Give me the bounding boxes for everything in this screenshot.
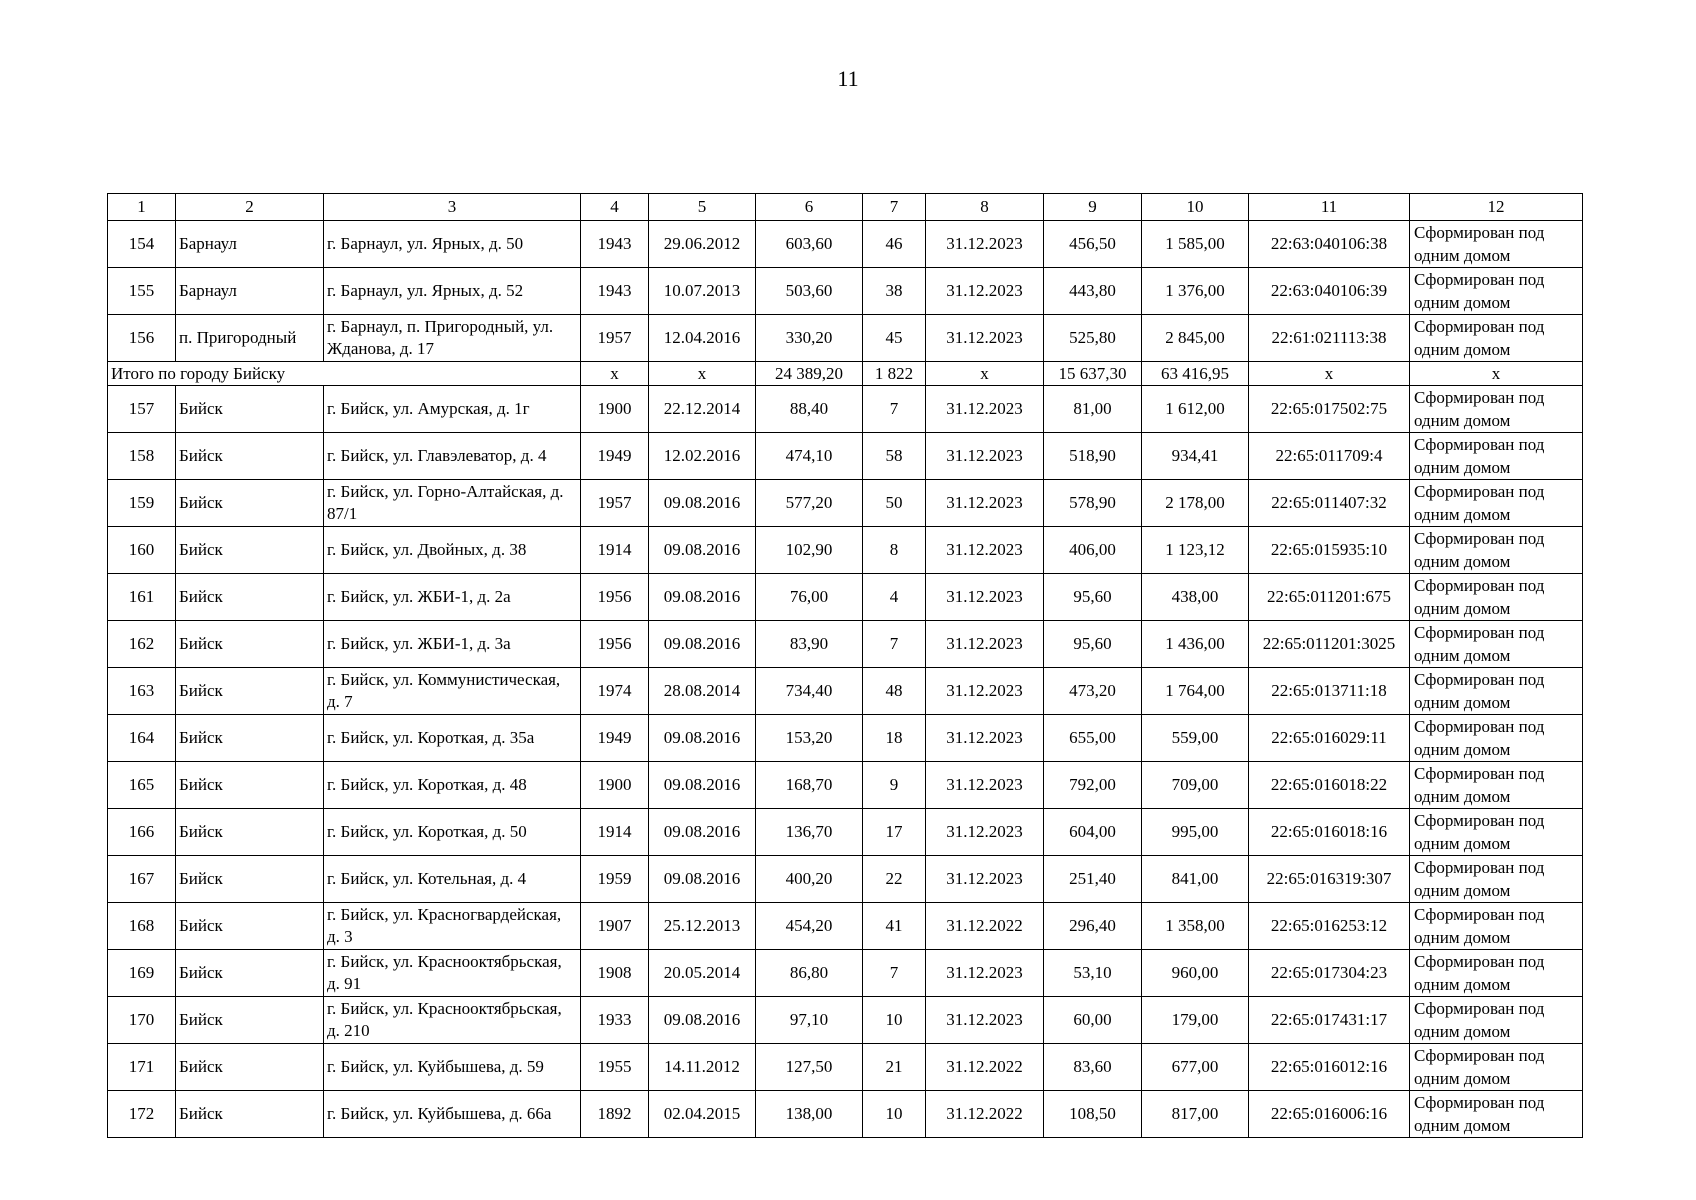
address-cell: г. Бийск, ул. Красногвардейская, д. 3	[324, 903, 581, 950]
page-number: 11	[837, 66, 859, 91]
land-area-cell: 81,00	[1044, 386, 1142, 433]
table-row	[108, 386, 1583, 433]
deadline-cell: 31.12.2023	[926, 527, 1044, 574]
locality-cell: Бийск	[176, 997, 324, 1044]
table-row	[108, 1044, 1583, 1091]
persons-cell: 22	[863, 856, 926, 903]
area-cell: 603,60	[756, 221, 863, 268]
date-cell: 09.08.2016	[649, 715, 756, 762]
status-cell: Сформирован под одним домом	[1410, 527, 1583, 574]
row-number: 161	[108, 574, 176, 621]
land-area-cell: 108,50	[1044, 1091, 1142, 1138]
total-cell: х	[581, 362, 649, 386]
cadastral-number-cell: 22:65:016018:22	[1249, 762, 1410, 809]
column-header: 8	[926, 194, 1044, 221]
deadline-cell: 31.12.2023	[926, 762, 1044, 809]
row-number: 158	[108, 433, 176, 480]
cost-cell: 179,00	[1142, 997, 1249, 1044]
date-cell: 12.02.2016	[649, 433, 756, 480]
cost-cell: 841,00	[1142, 856, 1249, 903]
date-cell: 09.08.2016	[649, 621, 756, 668]
deadline-cell: 31.12.2023	[926, 997, 1044, 1044]
year-cell: 1943	[581, 268, 649, 315]
cost-cell: 934,41	[1142, 433, 1249, 480]
year-cell: 1900	[581, 386, 649, 433]
cost-cell: 1 123,12	[1142, 527, 1249, 574]
land-area-cell: 518,90	[1044, 433, 1142, 480]
area-cell: 168,70	[756, 762, 863, 809]
cadastral-number-cell: 22:65:017431:17	[1249, 997, 1410, 1044]
area-cell: 503,60	[756, 268, 863, 315]
row-number: 156	[108, 315, 176, 362]
row-number: 168	[108, 903, 176, 950]
year-cell: 1956	[581, 621, 649, 668]
area-cell: 734,40	[756, 668, 863, 715]
cost-cell: 817,00	[1142, 1091, 1249, 1138]
year-cell: 1892	[581, 1091, 649, 1138]
table-row	[108, 856, 1583, 903]
locality-cell: Барнаул	[176, 221, 324, 268]
date-cell: 22.12.2014	[649, 386, 756, 433]
land-area-cell: 95,60	[1044, 621, 1142, 668]
cadastral-number-cell: 22:61:021113:38	[1249, 315, 1410, 362]
cost-cell: 559,00	[1142, 715, 1249, 762]
year-cell: 1900	[581, 762, 649, 809]
column-header: 6	[756, 194, 863, 221]
cadastral-number-cell: 22:63:040106:38	[1249, 221, 1410, 268]
area-cell: 454,20	[756, 903, 863, 950]
address-cell: г. Бийск, ул. Куйбышева, д. 59	[324, 1044, 581, 1091]
locality-cell: Бийск	[176, 621, 324, 668]
cadastral-number-cell: 22:65:016018:16	[1249, 809, 1410, 856]
persons-cell: 58	[863, 433, 926, 480]
row-number: 160	[108, 527, 176, 574]
persons-cell: 10	[863, 997, 926, 1044]
area-cell: 88,40	[756, 386, 863, 433]
cadastral-number-cell: 22:65:016319:307	[1249, 856, 1410, 903]
cadastral-number-cell: 22:65:011709:4	[1249, 433, 1410, 480]
table-row	[108, 903, 1583, 950]
row-number: 164	[108, 715, 176, 762]
year-cell: 1908	[581, 950, 649, 997]
date-cell: 12.04.2016	[649, 315, 756, 362]
cost-cell: 995,00	[1142, 809, 1249, 856]
address-cell: г. Бийск, ул. Главэлеватор, д. 4	[324, 433, 581, 480]
status-cell: Сформирован под одним домом	[1410, 903, 1583, 950]
year-cell: 1914	[581, 809, 649, 856]
status-cell: Сформирован под одним домом	[1410, 433, 1583, 480]
deadline-cell: 31.12.2023	[926, 574, 1044, 621]
status-cell: Сформирован под одним домом	[1410, 950, 1583, 997]
locality-cell: Бийск	[176, 527, 324, 574]
land-area-cell: 655,00	[1044, 715, 1142, 762]
locality-cell: Бийск	[176, 386, 324, 433]
table-body	[108, 194, 1583, 1138]
cost-cell: 438,00	[1142, 574, 1249, 621]
cadastral-number-cell: 22:65:016253:12	[1249, 903, 1410, 950]
deadline-cell: 31.12.2023	[926, 433, 1044, 480]
year-cell: 1933	[581, 997, 649, 1044]
land-area-cell: 296,40	[1044, 903, 1142, 950]
area-cell: 102,90	[756, 527, 863, 574]
date-cell: 09.08.2016	[649, 997, 756, 1044]
locality-cell: Бийск	[176, 903, 324, 950]
land-area-cell: 406,00	[1044, 527, 1142, 574]
column-header: 4	[581, 194, 649, 221]
address-cell: г. Бийск, ул. Короткая, д. 48	[324, 762, 581, 809]
row-number: 165	[108, 762, 176, 809]
total-cell: х	[649, 362, 756, 386]
year-cell: 1949	[581, 433, 649, 480]
cadastral-number-cell: 22:65:011201:3025	[1249, 621, 1410, 668]
column-header: 2	[176, 194, 324, 221]
row-number: 171	[108, 1044, 176, 1091]
row-number: 159	[108, 480, 176, 527]
total-cell: 63 416,95	[1142, 362, 1249, 386]
cadastral-number-cell: 22:65:016006:16	[1249, 1091, 1410, 1138]
cost-cell: 1 358,00	[1142, 903, 1249, 950]
date-cell: 09.08.2016	[649, 480, 756, 527]
area-cell: 474,10	[756, 433, 863, 480]
table-row	[108, 268, 1583, 315]
deadline-cell: 31.12.2022	[926, 903, 1044, 950]
persons-cell: 4	[863, 574, 926, 621]
area-cell: 136,70	[756, 809, 863, 856]
land-area-cell: 251,40	[1044, 856, 1142, 903]
row-number: 169	[108, 950, 176, 997]
year-cell: 1957	[581, 480, 649, 527]
persons-cell: 50	[863, 480, 926, 527]
area-cell: 330,20	[756, 315, 863, 362]
land-area-cell: 443,80	[1044, 268, 1142, 315]
table-row	[108, 809, 1583, 856]
locality-cell: п. Пригородный	[176, 315, 324, 362]
address-cell: г. Бийск, ул. Коммунистическая, д. 7	[324, 668, 581, 715]
cadastral-number-cell: 22:63:040106:39	[1249, 268, 1410, 315]
deadline-cell: 31.12.2023	[926, 268, 1044, 315]
row-number: 163	[108, 668, 176, 715]
status-cell: Сформирован под одним домом	[1410, 574, 1583, 621]
table-row	[108, 621, 1583, 668]
cost-cell: 677,00	[1142, 1044, 1249, 1091]
cost-cell: 1 612,00	[1142, 386, 1249, 433]
area-cell: 97,10	[756, 997, 863, 1044]
land-area-cell: 95,60	[1044, 574, 1142, 621]
persons-cell: 10	[863, 1091, 926, 1138]
status-cell: Сформирован под одним домом	[1410, 762, 1583, 809]
cadastral-number-cell: 22:65:011201:675	[1249, 574, 1410, 621]
area-cell: 76,00	[756, 574, 863, 621]
row-number: 154	[108, 221, 176, 268]
address-cell: г. Бийск, ул. Краснооктябрьская, д. 91	[324, 950, 581, 997]
status-cell: Сформирован под одним домом	[1410, 856, 1583, 903]
cost-cell: 2 178,00	[1142, 480, 1249, 527]
year-cell: 1949	[581, 715, 649, 762]
area-cell: 127,50	[756, 1044, 863, 1091]
locality-cell: Бийск	[176, 574, 324, 621]
column-number-header-row	[108, 194, 1583, 221]
address-cell: г. Бийск, ул. Краснооктябрьская, д. 210	[324, 997, 581, 1044]
land-area-cell: 578,90	[1044, 480, 1142, 527]
date-cell: 14.11.2012	[649, 1044, 756, 1091]
year-cell: 1943	[581, 221, 649, 268]
deadline-cell: 31.12.2023	[926, 315, 1044, 362]
row-number: 172	[108, 1091, 176, 1138]
date-cell: 28.08.2014	[649, 668, 756, 715]
status-cell: Сформирован под одним домом	[1410, 715, 1583, 762]
cadastral-number-cell: 22:65:017502:75	[1249, 386, 1410, 433]
address-cell: г. Бийск, ул. Куйбышева, д. 66а	[324, 1091, 581, 1138]
date-cell: 29.06.2012	[649, 221, 756, 268]
row-number: 162	[108, 621, 176, 668]
table-row	[108, 762, 1583, 809]
total-cell: х	[1249, 362, 1410, 386]
year-cell: 1974	[581, 668, 649, 715]
address-cell: г. Бийск, ул. Горно-Алтайская, д. 87/1	[324, 480, 581, 527]
year-cell: 1959	[581, 856, 649, 903]
column-header: 3	[324, 194, 581, 221]
address-cell: г. Бийск, ул. Двойных, д. 38	[324, 527, 581, 574]
address-cell: г. Барнаул, ул. Ярных, д. 52	[324, 268, 581, 315]
cadastral-number-cell: 22:65:016029:11	[1249, 715, 1410, 762]
area-cell: 153,20	[756, 715, 863, 762]
table-row	[108, 315, 1583, 362]
deadline-cell: 31.12.2022	[926, 1044, 1044, 1091]
column-header: 1	[108, 194, 176, 221]
status-cell: Сформирован под одним домом	[1410, 480, 1583, 527]
area-cell: 83,90	[756, 621, 863, 668]
table-row	[108, 433, 1583, 480]
locality-cell: Бийск	[176, 668, 324, 715]
year-cell: 1957	[581, 315, 649, 362]
status-cell: Сформирован под одним домом	[1410, 997, 1583, 1044]
locality-cell: Бийск	[176, 809, 324, 856]
persons-cell: 18	[863, 715, 926, 762]
cost-cell: 960,00	[1142, 950, 1249, 997]
deadline-cell: 31.12.2023	[926, 668, 1044, 715]
land-area-cell: 792,00	[1044, 762, 1142, 809]
column-header: 10	[1142, 194, 1249, 221]
land-area-cell: 525,80	[1044, 315, 1142, 362]
deadline-cell: 31.12.2023	[926, 856, 1044, 903]
total-cell: 15 637,30	[1044, 362, 1142, 386]
table-row	[108, 715, 1583, 762]
deadline-cell: 31.12.2023	[926, 480, 1044, 527]
address-cell: г. Бийск, ул. Амурская, д. 1г	[324, 386, 581, 433]
date-cell: 09.08.2016	[649, 574, 756, 621]
column-header: 9	[1044, 194, 1142, 221]
row-number: 167	[108, 856, 176, 903]
address-cell: г. Бийск, ул. ЖБИ-1, д. 2а	[324, 574, 581, 621]
row-number: 157	[108, 386, 176, 433]
persons-cell: 7	[863, 950, 926, 997]
locality-cell: Бийск	[176, 433, 324, 480]
locality-cell: Бийск	[176, 480, 324, 527]
land-area-cell: 60,00	[1044, 997, 1142, 1044]
cadastral-number-cell: 22:65:017304:23	[1249, 950, 1410, 997]
year-cell: 1907	[581, 903, 649, 950]
total-cell: 24 389,20	[756, 362, 863, 386]
address-cell: г. Бийск, ул. Короткая, д. 35а	[324, 715, 581, 762]
deadline-cell: 31.12.2023	[926, 621, 1044, 668]
table-row	[108, 997, 1583, 1044]
year-cell: 1956	[581, 574, 649, 621]
area-cell: 577,20	[756, 480, 863, 527]
total-cell: х	[926, 362, 1044, 386]
cost-cell: 1 585,00	[1142, 221, 1249, 268]
address-cell: г. Барнаул, п. Пригородный, ул. Жданова, д. 17	[324, 315, 581, 362]
cost-cell: 1 764,00	[1142, 668, 1249, 715]
land-area-cell: 83,60	[1044, 1044, 1142, 1091]
column-header: 11	[1249, 194, 1410, 221]
locality-cell: Бийск	[176, 1091, 324, 1138]
land-area-cell: 456,50	[1044, 221, 1142, 268]
housing-registry-table	[107, 193, 1583, 1138]
area-cell: 400,20	[756, 856, 863, 903]
area-cell: 86,80	[756, 950, 863, 997]
year-cell: 1955	[581, 1044, 649, 1091]
address-cell: г. Бийск, ул. Котельная, д. 4	[324, 856, 581, 903]
status-cell: Сформирован под одним домом	[1410, 315, 1583, 362]
date-cell: 09.08.2016	[649, 809, 756, 856]
persons-cell: 9	[863, 762, 926, 809]
deadline-cell: 31.12.2023	[926, 950, 1044, 997]
status-cell: Сформирован под одним домом	[1410, 1091, 1583, 1138]
land-area-cell: 53,10	[1044, 950, 1142, 997]
row-number: 155	[108, 268, 176, 315]
area-cell: 138,00	[756, 1091, 863, 1138]
address-cell: г. Бийск, ул. Короткая, д. 50	[324, 809, 581, 856]
persons-cell: 45	[863, 315, 926, 362]
address-cell: г. Барнаул, ул. Ярных, д. 50	[324, 221, 581, 268]
column-header: 12	[1410, 194, 1583, 221]
total-row	[108, 362, 1583, 386]
status-cell: Сформирован под одним домом	[1410, 668, 1583, 715]
table-row	[108, 574, 1583, 621]
deadline-cell: 31.12.2023	[926, 809, 1044, 856]
date-cell: 09.08.2016	[649, 762, 756, 809]
table-row	[108, 668, 1583, 715]
persons-cell: 38	[863, 268, 926, 315]
table-row	[108, 221, 1583, 268]
date-cell: 09.08.2016	[649, 527, 756, 574]
date-cell: 09.08.2016	[649, 856, 756, 903]
date-cell: 25.12.2013	[649, 903, 756, 950]
cost-cell: 709,00	[1142, 762, 1249, 809]
persons-cell: 7	[863, 621, 926, 668]
locality-cell: Бийск	[176, 762, 324, 809]
cost-cell: 1 376,00	[1142, 268, 1249, 315]
table-row	[108, 527, 1583, 574]
locality-cell: Бийск	[176, 950, 324, 997]
status-cell: Сформирован под одним домом	[1410, 386, 1583, 433]
persons-cell: 46	[863, 221, 926, 268]
persons-cell: 48	[863, 668, 926, 715]
persons-cell: 17	[863, 809, 926, 856]
column-header: 5	[649, 194, 756, 221]
table-row	[108, 1091, 1583, 1138]
locality-cell: Барнаул	[176, 268, 324, 315]
cadastral-number-cell: 22:65:011407:32	[1249, 480, 1410, 527]
total-cell: х	[1410, 362, 1583, 386]
row-number: 170	[108, 997, 176, 1044]
cadastral-number-cell: 22:65:015935:10	[1249, 527, 1410, 574]
status-cell: Сформирован под одним домом	[1410, 268, 1583, 315]
date-cell: 10.07.2013	[649, 268, 756, 315]
cadastral-number-cell: 22:65:013711:18	[1249, 668, 1410, 715]
land-area-cell: 604,00	[1044, 809, 1142, 856]
deadline-cell: 31.12.2022	[926, 1091, 1044, 1138]
row-number: 166	[108, 809, 176, 856]
locality-cell: Бийск	[176, 856, 324, 903]
deadline-cell: 31.12.2023	[926, 715, 1044, 762]
total-cell: 1 822	[863, 362, 926, 386]
deadline-cell: 31.12.2023	[926, 386, 1044, 433]
persons-cell: 8	[863, 527, 926, 574]
total-label: Итого по городу Бийску	[108, 362, 581, 386]
deadline-cell: 31.12.2023	[926, 221, 1044, 268]
table-row	[108, 950, 1583, 997]
date-cell: 02.04.2015	[649, 1091, 756, 1138]
status-cell: Сформирован под одним домом	[1410, 809, 1583, 856]
persons-cell: 7	[863, 386, 926, 433]
status-cell: Сформирован под одним домом	[1410, 221, 1583, 268]
cost-cell: 1 436,00	[1142, 621, 1249, 668]
persons-cell: 41	[863, 903, 926, 950]
locality-cell: Бийск	[176, 1044, 324, 1091]
locality-cell: Бийск	[176, 715, 324, 762]
status-cell: Сформирован под одним домом	[1410, 1044, 1583, 1091]
land-area-cell: 473,20	[1044, 668, 1142, 715]
address-cell: г. Бийск, ул. ЖБИ-1, д. 3а	[324, 621, 581, 668]
cost-cell: 2 845,00	[1142, 315, 1249, 362]
column-header: 7	[863, 194, 926, 221]
date-cell: 20.05.2014	[649, 950, 756, 997]
persons-cell: 21	[863, 1044, 926, 1091]
status-cell: Сформирован под одним домом	[1410, 621, 1583, 668]
cadastral-number-cell: 22:65:016012:16	[1249, 1044, 1410, 1091]
year-cell: 1914	[581, 527, 649, 574]
table-row	[108, 480, 1583, 527]
